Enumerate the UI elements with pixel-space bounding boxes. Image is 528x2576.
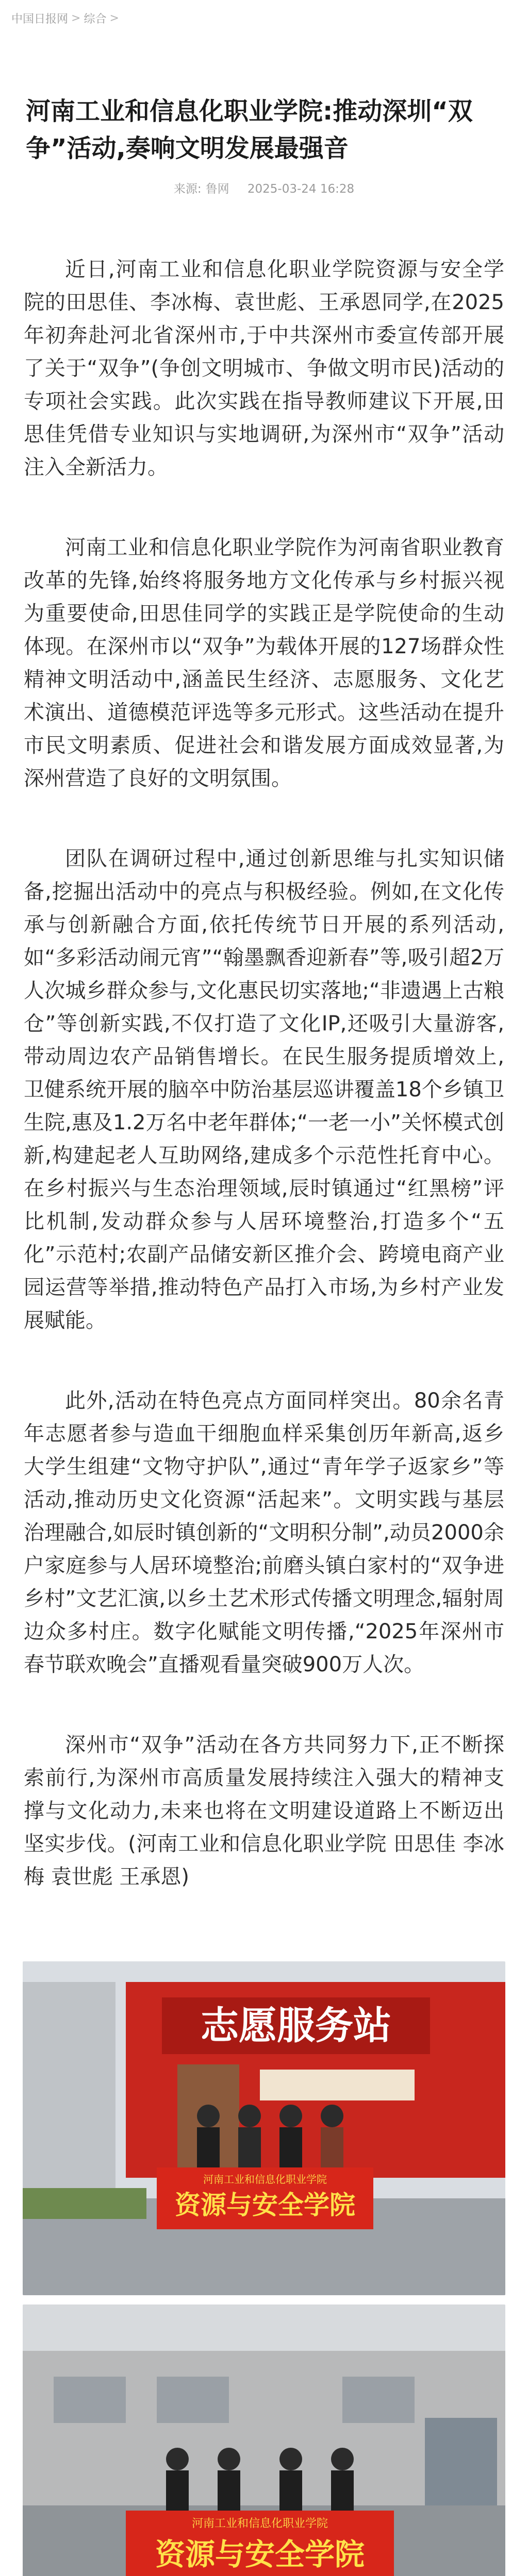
photo-storefront (425, 2418, 497, 2505)
photo-street (23, 2304, 505, 2576)
photo-window (54, 2377, 126, 2423)
photo-banner-text: 资源与安全学院 (155, 2537, 365, 2572)
breadcrumb (0, 0, 528, 27)
breadcrumb-separator-end: > (109, 11, 119, 25)
paragraph: 此外,活动在特色亮点方面同样突出。80余名青年志愿者参与造血干细胞血样采集创历年新高,返乡大学生组建“文物守护队”,通过“青年学子返家乡”等活动,推动历史文化资源“活起来”。文明实践与基层治理融合,如辰时镇创新的“文明积分制”,动员2000余户家庭参与人居环境整治;前磨头镇白家村的“双争进乡村”文艺汇演,以乡土艺术形式传播文明理念,辐射周边众多村庄。数字化赋能文明传播,“2025年深州市春节联欢晚会”直播观看量突破900万人次。 (24, 1389, 504, 1676)
photo-notice (260, 2070, 415, 2100)
photo-window (157, 2377, 229, 2423)
paragraph: 近日,河南工业和信息化职业学院资源与安全学院的田思佳、李冰梅、袁世彪、王承恩同学,在2025年初奔赴河北省深州市,于中共深州市委宣传部开展了关于“双争”(争创文明城市、争做文明市民)活动的专项社会实践。此次实践在指导教师建议下开展,田思佳凭借专业知识与实地调研,为深州市“双争”活动注入全新活力。 (24, 258, 504, 479)
paragraph: 深州市“双争”活动在各方共同努力下,正不断探索前行,为深州市高质量发展持续注入强大的精神支撑与文化动力,未来也将在文明建设道路上不断迈出坚实步伐。(河南工业和信息化职业学院 田思佳 李冰梅 袁世彪 王承恩) (24, 1733, 504, 1889)
photo-side-building (23, 1982, 116, 2198)
source-label: 来源: (173, 182, 202, 196)
article-body (0, 196, 528, 1893)
source-label-group (174, 182, 229, 196)
breadcrumb-separator: > (71, 11, 81, 25)
photo-gallery (0, 1941, 528, 2576)
publish-date: 2025-03-24 16:28 (247, 182, 355, 196)
breadcrumb-site-link[interactable]: 中国日报网 (11, 12, 69, 26)
photo-window (342, 2377, 415, 2423)
photo-volunteer-station (23, 1961, 505, 2295)
article-title: 河南工业和信息化职业学院:推动深圳“双争”活动,奏响文明发展最强音 (26, 97, 473, 163)
photo-banner-small-text: 河南工业和信息化职业学院 (203, 2173, 327, 2185)
photo-shrubs (23, 2188, 146, 2219)
photo-banner-small-text: 河南工业和信息化职业学院 (191, 2517, 328, 2530)
article-photo-1 (23, 1961, 505, 2295)
photo-sign-text: 志愿服务站 (201, 2004, 391, 2048)
paragraph: 团队在调研过程中,通过创新思维与扎实知识储备,挖掘出活动中的亮点与积极经验。例如,在文化传承与创新融合方面,依托传统节日开展的系列活动,如“多彩活动闹元宵”“翰墨飘香迎新春”等,吸引超2万人次城乡群众参与,文化惠民切实落地;“非遗遇上古粮仓”等创新实践,不仅打造了文化IP,还吸引大量游客,带动周边农产品销售增长。在民生服务提质增效上,卫健系统开展的脑卒中防治基层巡讲覆盖18个乡镇卫生院,惠及1.2万名中老年群体;“一老一小”关怀模式创新,构建起老人互助网络,建成多个示范性托育中心。在乡村振兴与生态治理领域,辰时镇通过“红黑榜”评比机制,发动群众参与人居环境整治,打造多个“五化”示范村;农副产品储安新区推介会、跨境电商产业园运营等举措,推动特色产品打入市场,为乡村产业发展赋能。 (24, 847, 504, 1332)
article-photo-2 (23, 2304, 505, 2576)
source-name: 鲁网 (205, 182, 229, 196)
paragraph: 河南工业和信息化职业学院作为河南省职业教育改革的先锋,始终将服务地方文化传承与乡村振兴视为重要使命,田思佳同学的实践正是学院使命的生动体现。在深州市以“双争”为载体开展的127场群众性精神文明活动中,涵盖民生经济、志愿服务、文化艺术演出、道德模范评选等多元形式。这些活动在提升市民文明素质、促进社会和谐发展方面成效显著,为深州营造了良好的文明氛围。 (24, 536, 504, 790)
photo-banner-text: 资源与安全学院 (175, 2190, 355, 2220)
article-meta (0, 167, 528, 196)
breadcrumb-section-link[interactable]: 综合 (84, 12, 107, 26)
